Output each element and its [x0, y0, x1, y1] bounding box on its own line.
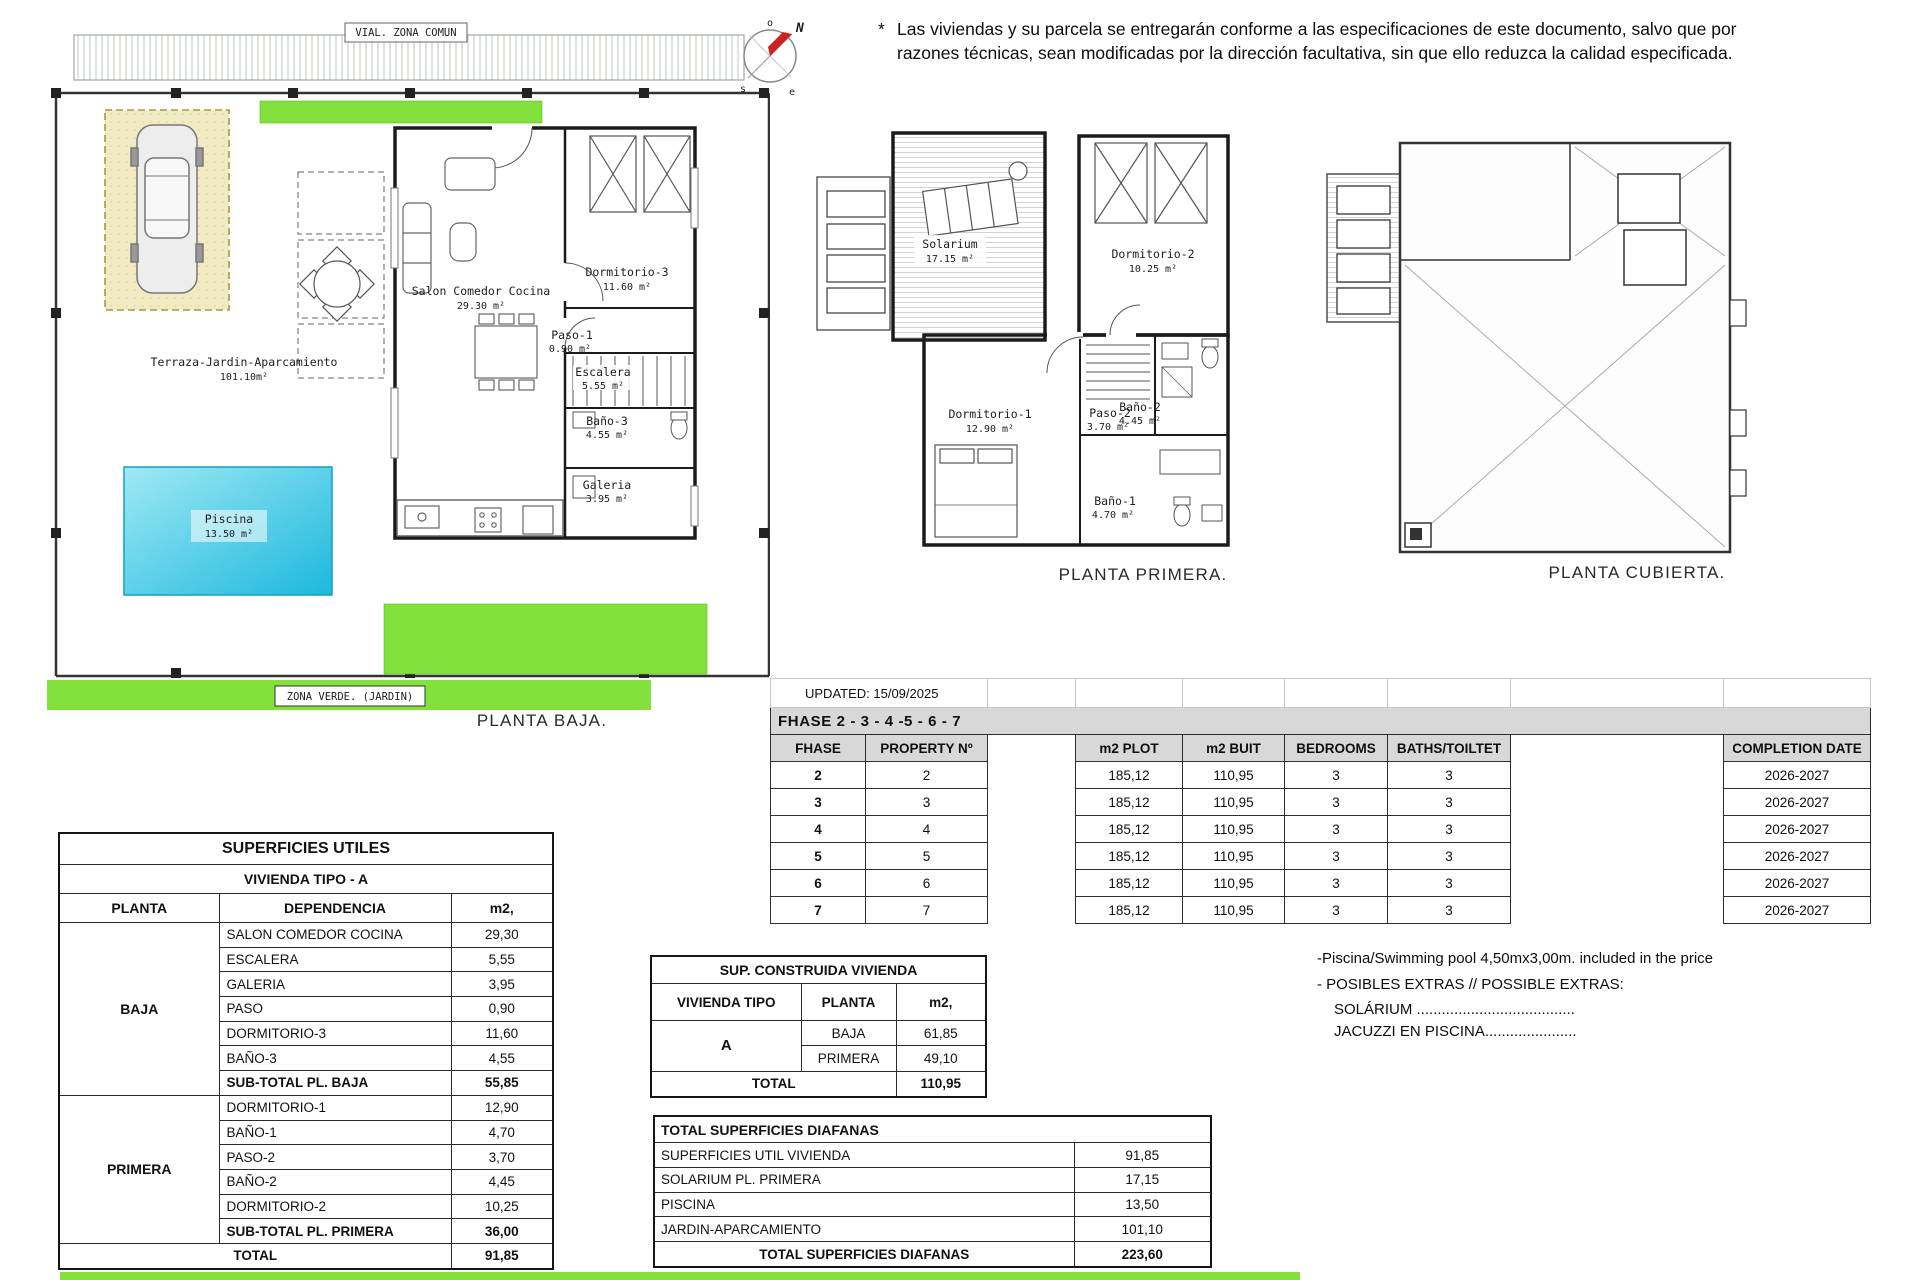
stairs-floor1 [1086, 345, 1150, 399]
note-jacuzzi: JACUZZI EN PISCINA...................... [1334, 1023, 1577, 1040]
subtotal-label: SUB-TOTAL PL. BAJA [219, 1071, 451, 1096]
bano2-label: Baño-2 [1119, 400, 1161, 414]
header-fhase: FHASE [771, 735, 866, 762]
header-baths: BATHS/TOILTET [1388, 735, 1511, 762]
dependencia-cell: SALON COMEDOR COCINA [219, 923, 451, 948]
spacer-cell [1511, 735, 1724, 762]
dorm3-label: Dormitorio-3 [585, 265, 669, 279]
primera-group-label: PRIMERA [59, 1095, 219, 1243]
dorm2-area: 10.25 m² [1128, 264, 1178, 275]
phase-table [770, 678, 1871, 924]
m2-cell: 61,85 [896, 1021, 986, 1046]
compass-south: s [740, 84, 747, 95]
spacer-cell [1511, 870, 1724, 897]
header-m2: m2, [451, 894, 553, 923]
fhase-cell: 3 [771, 789, 866, 816]
bedrooms-cell: 3 [1285, 789, 1388, 816]
total-label: TOTAL [59, 1243, 451, 1269]
diafanas-row [654, 1217, 1211, 1242]
plot-cell: 185,12 [1076, 789, 1183, 816]
fhase-cell: 2 [771, 762, 866, 789]
diafanas-label: PISCINA [654, 1192, 1074, 1217]
updated-label: UPDATED: 15/09/2025 [771, 679, 988, 708]
total-value: 223,60 [1074, 1242, 1211, 1267]
bano1-area: 4.70 m² [1091, 510, 1135, 521]
updated-row [771, 679, 1871, 708]
m2-cell: 4,45 [451, 1169, 553, 1194]
m2-cell: 4,55 [451, 1046, 553, 1071]
phase-row [771, 816, 1871, 843]
m2-cell: 3,95 [451, 972, 553, 997]
salon-label: Salon Comedor Cocina [411, 284, 551, 298]
phase-row [771, 789, 1871, 816]
paso2-area: 3.70 m² [1086, 422, 1130, 433]
subtotal-label: SUB-TOTAL PL. PRIMERA [219, 1219, 451, 1244]
phase-row [771, 897, 1871, 924]
phase-title-row [771, 708, 1871, 735]
spacer-cell [1511, 762, 1724, 789]
header-m2: m2, [896, 984, 986, 1021]
diafanas-label: SUPERFICIES UTIL VIVIENDA [654, 1143, 1074, 1168]
property-cell: 7 [866, 897, 988, 924]
construida-total-row [651, 1071, 986, 1097]
diafanas-value: 13,50 [1074, 1192, 1211, 1217]
header-completion: COMPLETION DATE [1724, 735, 1871, 762]
total-label: TOTAL SUPERFICIES DIAFANAS [654, 1242, 1074, 1267]
header-planta: PLANTA [801, 984, 896, 1021]
total-label: TOTAL [651, 1071, 896, 1097]
side-table-icon [1009, 162, 1027, 180]
m2-cell: 0,90 [451, 997, 553, 1022]
note-solarium: SOLÁRIUM ...................................... [1334, 1001, 1575, 1018]
completion-cell: 2026-2027 [1724, 762, 1871, 789]
disclaimer-star: * [878, 19, 885, 39]
note-extras: - POSIBLES EXTRAS // POSSIBLE EXTRAS: [1317, 976, 1624, 993]
built-cell: 110,95 [1183, 762, 1285, 789]
paso1-area: 0.90 m² [548, 344, 592, 355]
sup-row [59, 1095, 553, 1120]
sup-header-row [59, 894, 553, 923]
bath1-fixtures [1160, 450, 1222, 526]
compass-east: e [789, 87, 796, 98]
built-cell: 110,95 [1183, 843, 1285, 870]
header-built: m2 BUIT [1183, 735, 1285, 762]
spacer-cell [1076, 679, 1183, 708]
dorm1-area: 12.90 m² [965, 424, 1015, 435]
disclaimer-line1: Las viviendas y su parcela se entregarán conforme a las especificaciones de este documento, salvo que por [897, 19, 1737, 39]
spacer-cell [1724, 679, 1871, 708]
diafanas-label: JARDIN-APARCAMIENTO [654, 1217, 1074, 1242]
baths-cell: 3 [1388, 897, 1511, 924]
phase-row [771, 870, 1871, 897]
diafanas-row [654, 1167, 1211, 1192]
roof-skylights [1618, 174, 1686, 285]
windows [391, 168, 698, 526]
spacer-cell [988, 735, 1076, 762]
m2-cell: 29,30 [451, 923, 553, 948]
fhase-cell: 5 [771, 843, 866, 870]
diafanas-table [653, 1115, 1212, 1268]
completion-cell: 2026-2027 [1724, 789, 1871, 816]
bano2-area: 4.45 m² [1118, 416, 1162, 427]
construida-header-row [651, 984, 986, 1021]
sup-row [59, 923, 553, 948]
galeria-area: 3.95 m² [585, 494, 629, 505]
spacer-cell [1511, 816, 1724, 843]
bano1-label: Baño-1 [1094, 494, 1136, 508]
dorm1-bed [935, 445, 1017, 537]
bedrooms-cell: 3 [1285, 816, 1388, 843]
paso1-label: Paso-1 [551, 328, 593, 342]
spacer-cell [988, 679, 1076, 708]
spacer-cell [988, 789, 1076, 816]
piscina-area: 13.50 m² [204, 529, 254, 540]
plot-cell: 185,12 [1076, 762, 1183, 789]
bedrooms-cell: 3 [1285, 870, 1388, 897]
spacer-cell [988, 816, 1076, 843]
total-value: 110,95 [896, 1071, 986, 1097]
dependencia-cell: ESCALERA [219, 947, 451, 972]
disclaimer [878, 18, 1898, 65]
baths-cell: 3 [1388, 789, 1511, 816]
sup-subtitle: VIVIENDA TIPO - A [59, 865, 553, 894]
dorm2-beds [1095, 143, 1207, 223]
m2-cell: 12,90 [451, 1095, 553, 1120]
dependencia-cell: DORMITORIO-2 [219, 1194, 451, 1219]
planter-terrace [817, 177, 890, 330]
phase-row [771, 843, 1871, 870]
baths-cell: 3 [1388, 870, 1511, 897]
spacer-cell [1511, 789, 1724, 816]
dependencia-cell: BAÑO-2 [219, 1169, 451, 1194]
built-cell: 110,95 [1183, 897, 1285, 924]
diafanas-value: 17,15 [1074, 1167, 1211, 1192]
phase-header-row [771, 735, 1871, 762]
m2-cell: 10,25 [451, 1194, 553, 1219]
paso2-label: Paso-2 [1089, 406, 1131, 420]
fhase-cell: 4 [771, 816, 866, 843]
terraza-area: 101.10m² [219, 372, 269, 383]
spacer-cell [1388, 679, 1511, 708]
compass-west: o [767, 18, 774, 29]
dependencia-cell: BAÑO-1 [219, 1120, 451, 1145]
built-cell: 110,95 [1183, 870, 1285, 897]
bedrooms-cell: 3 [1285, 762, 1388, 789]
solarium-label: Solarium [922, 237, 978, 251]
header-vivienda-tipo: VIVIENDA TIPO [651, 984, 801, 1021]
bath2-fixtures [1162, 339, 1218, 397]
diafanas-row [654, 1192, 1211, 1217]
dorm1-label: Dormitorio-1 [948, 407, 1032, 421]
baths-cell: 3 [1388, 762, 1511, 789]
dorm2-label: Dormitorio-2 [1111, 247, 1195, 261]
terraza-label: Terraza-Jardin-Aparcamiento [150, 355, 338, 369]
tipo-cell: A [651, 1021, 801, 1072]
dorm3-beds [590, 136, 690, 212]
zona-verde-label: ZONA VERDE. (JARDIN) [286, 691, 414, 703]
diafanas-value: 91,85 [1074, 1143, 1211, 1168]
header-bedrooms: BEDROOMS [1285, 735, 1388, 762]
baths-cell: 3 [1388, 843, 1511, 870]
roof-left-tab [1327, 174, 1400, 322]
piscina-label: Piscina [204, 512, 254, 526]
fhase-cell: 7 [771, 897, 866, 924]
m2-cell: 4,70 [451, 1120, 553, 1145]
disclaimer-line2: razones técnicas, sean modificadas por la dirección facultativa, sin que ello reduzca la calidad especificada. [897, 42, 1733, 63]
dependencia-cell: BAÑO-3 [219, 1046, 451, 1071]
solarium-area: 17.15 m² [925, 254, 975, 265]
planta-cubierta-plan [1320, 130, 1850, 590]
spacer-cell [988, 870, 1076, 897]
planta-cell: PRIMERA [801, 1046, 896, 1071]
bottom-green-strip [60, 1272, 1300, 1280]
bedrooms-cell: 3 [1285, 843, 1388, 870]
salon-furniture [397, 158, 563, 536]
m2-cell: 49,10 [896, 1046, 986, 1071]
phase-row [771, 762, 1871, 789]
planta-cubierta-title: PLANTA CUBIERTA. [1548, 563, 1726, 582]
diafanas-total-row [654, 1242, 1211, 1267]
compass-north: N [796, 21, 804, 36]
dependencia-cell: GALERIA [219, 972, 451, 997]
subtotal-value: 36,00 [451, 1219, 553, 1244]
property-cell: 5 [866, 843, 988, 870]
spacer-cell [1511, 679, 1724, 708]
superficies-utiles-table [58, 832, 554, 1270]
dependencia-cell: PASO-2 [219, 1145, 451, 1170]
header-planta: PLANTA [59, 894, 219, 923]
spacer-cell [1511, 843, 1724, 870]
galeria-label: Galeria [582, 478, 632, 492]
spacer-cell [988, 843, 1076, 870]
spacer-cell [988, 897, 1076, 924]
roof-right-tabs [1730, 300, 1746, 496]
diafanas-value: 101,10 [1074, 1217, 1211, 1242]
baja-group-label: BAJA [59, 923, 219, 1096]
planta-baja-plan [45, 8, 770, 730]
phase-title: FHASE 2 - 3 - 4 -5 - 6 - 7 [771, 708, 1871, 735]
notes-block [1317, 950, 1787, 1045]
compass-icon [733, 14, 813, 100]
dorm3-area: 11.60 m² [602, 282, 652, 293]
sup-construida-table [650, 955, 987, 1098]
diafanas-label: SOLARIUM PL. PRIMERA [654, 1167, 1074, 1192]
escalera-label: Escalera [575, 365, 631, 379]
header-dependencia: DEPENDENCIA [219, 894, 451, 923]
green-area-bottom-right [384, 604, 707, 674]
bano3-label: Baño-3 [586, 414, 628, 428]
construida-title: SUP. CONSTRUIDA VIVIENDA [651, 956, 986, 984]
bedrooms-cell: 3 [1285, 897, 1388, 924]
escalera-area: 5.55 m² [581, 381, 625, 392]
green-strip-top [260, 101, 542, 123]
built-cell: 110,95 [1183, 816, 1285, 843]
property-cell: 3 [866, 789, 988, 816]
note-pool: -Piscina/Swimming pool 4,50mx3,00m. included in the price [1317, 950, 1714, 967]
plot-cell: 185,12 [1076, 816, 1183, 843]
plot-cell: 185,12 [1076, 897, 1183, 924]
spacer-cell [1183, 679, 1285, 708]
m2-cell: 11,60 [451, 1021, 553, 1046]
total-value: 91,85 [451, 1243, 553, 1269]
plot-cell: 185,12 [1076, 843, 1183, 870]
dependencia-cell: DORMITORIO-1 [219, 1095, 451, 1120]
completion-cell: 2026-2027 [1724, 897, 1871, 924]
construida-row [651, 1021, 986, 1046]
completion-cell: 2026-2027 [1724, 816, 1871, 843]
spacer-cell [988, 762, 1076, 789]
spacer-cell [1285, 679, 1388, 708]
sup-total-row [59, 1243, 553, 1269]
property-cell: 2 [866, 762, 988, 789]
m2-cell: 3,70 [451, 1145, 553, 1170]
car-icon [131, 125, 203, 293]
diafanas-title: TOTAL SUPERFICIES DIAFANAS [654, 1116, 1211, 1143]
m2-cell: 5,55 [451, 947, 553, 972]
built-cell: 110,95 [1183, 789, 1285, 816]
header-property: PROPERTY Nº [866, 735, 988, 762]
baths-cell: 3 [1388, 816, 1511, 843]
garden-table-icon [300, 247, 374, 321]
completion-cell: 2026-2027 [1724, 843, 1871, 870]
spacer-cell [1511, 897, 1724, 924]
completion-cell: 2026-2027 [1724, 870, 1871, 897]
property-cell: 4 [866, 816, 988, 843]
planta-primera-title: PLANTA PRIMERA. [1058, 565, 1228, 584]
bano3-area: 4.55 m² [585, 430, 629, 441]
plot-cell: 185,12 [1076, 870, 1183, 897]
subtotal-value: 55,85 [451, 1071, 553, 1096]
dependencia-cell: PASO [219, 997, 451, 1022]
salon-area: 29.30 m² [456, 301, 506, 312]
sup-title: SUPERFICIES UTILES [59, 833, 553, 865]
planta-cell: BAJA [801, 1021, 896, 1046]
fhase-cell: 6 [771, 870, 866, 897]
roof-corner-box [1405, 523, 1431, 547]
header-plot: m2 PLOT [1076, 735, 1183, 762]
diafanas-row [654, 1143, 1211, 1168]
dependencia-cell: DORMITORIO-3 [219, 1021, 451, 1046]
planta-primera-plan [810, 105, 1310, 595]
planta-baja-title: PLANTA BAJA. [476, 711, 608, 730]
property-cell: 6 [866, 870, 988, 897]
vial-label: VIAL. ZONA COMUN [355, 27, 457, 39]
